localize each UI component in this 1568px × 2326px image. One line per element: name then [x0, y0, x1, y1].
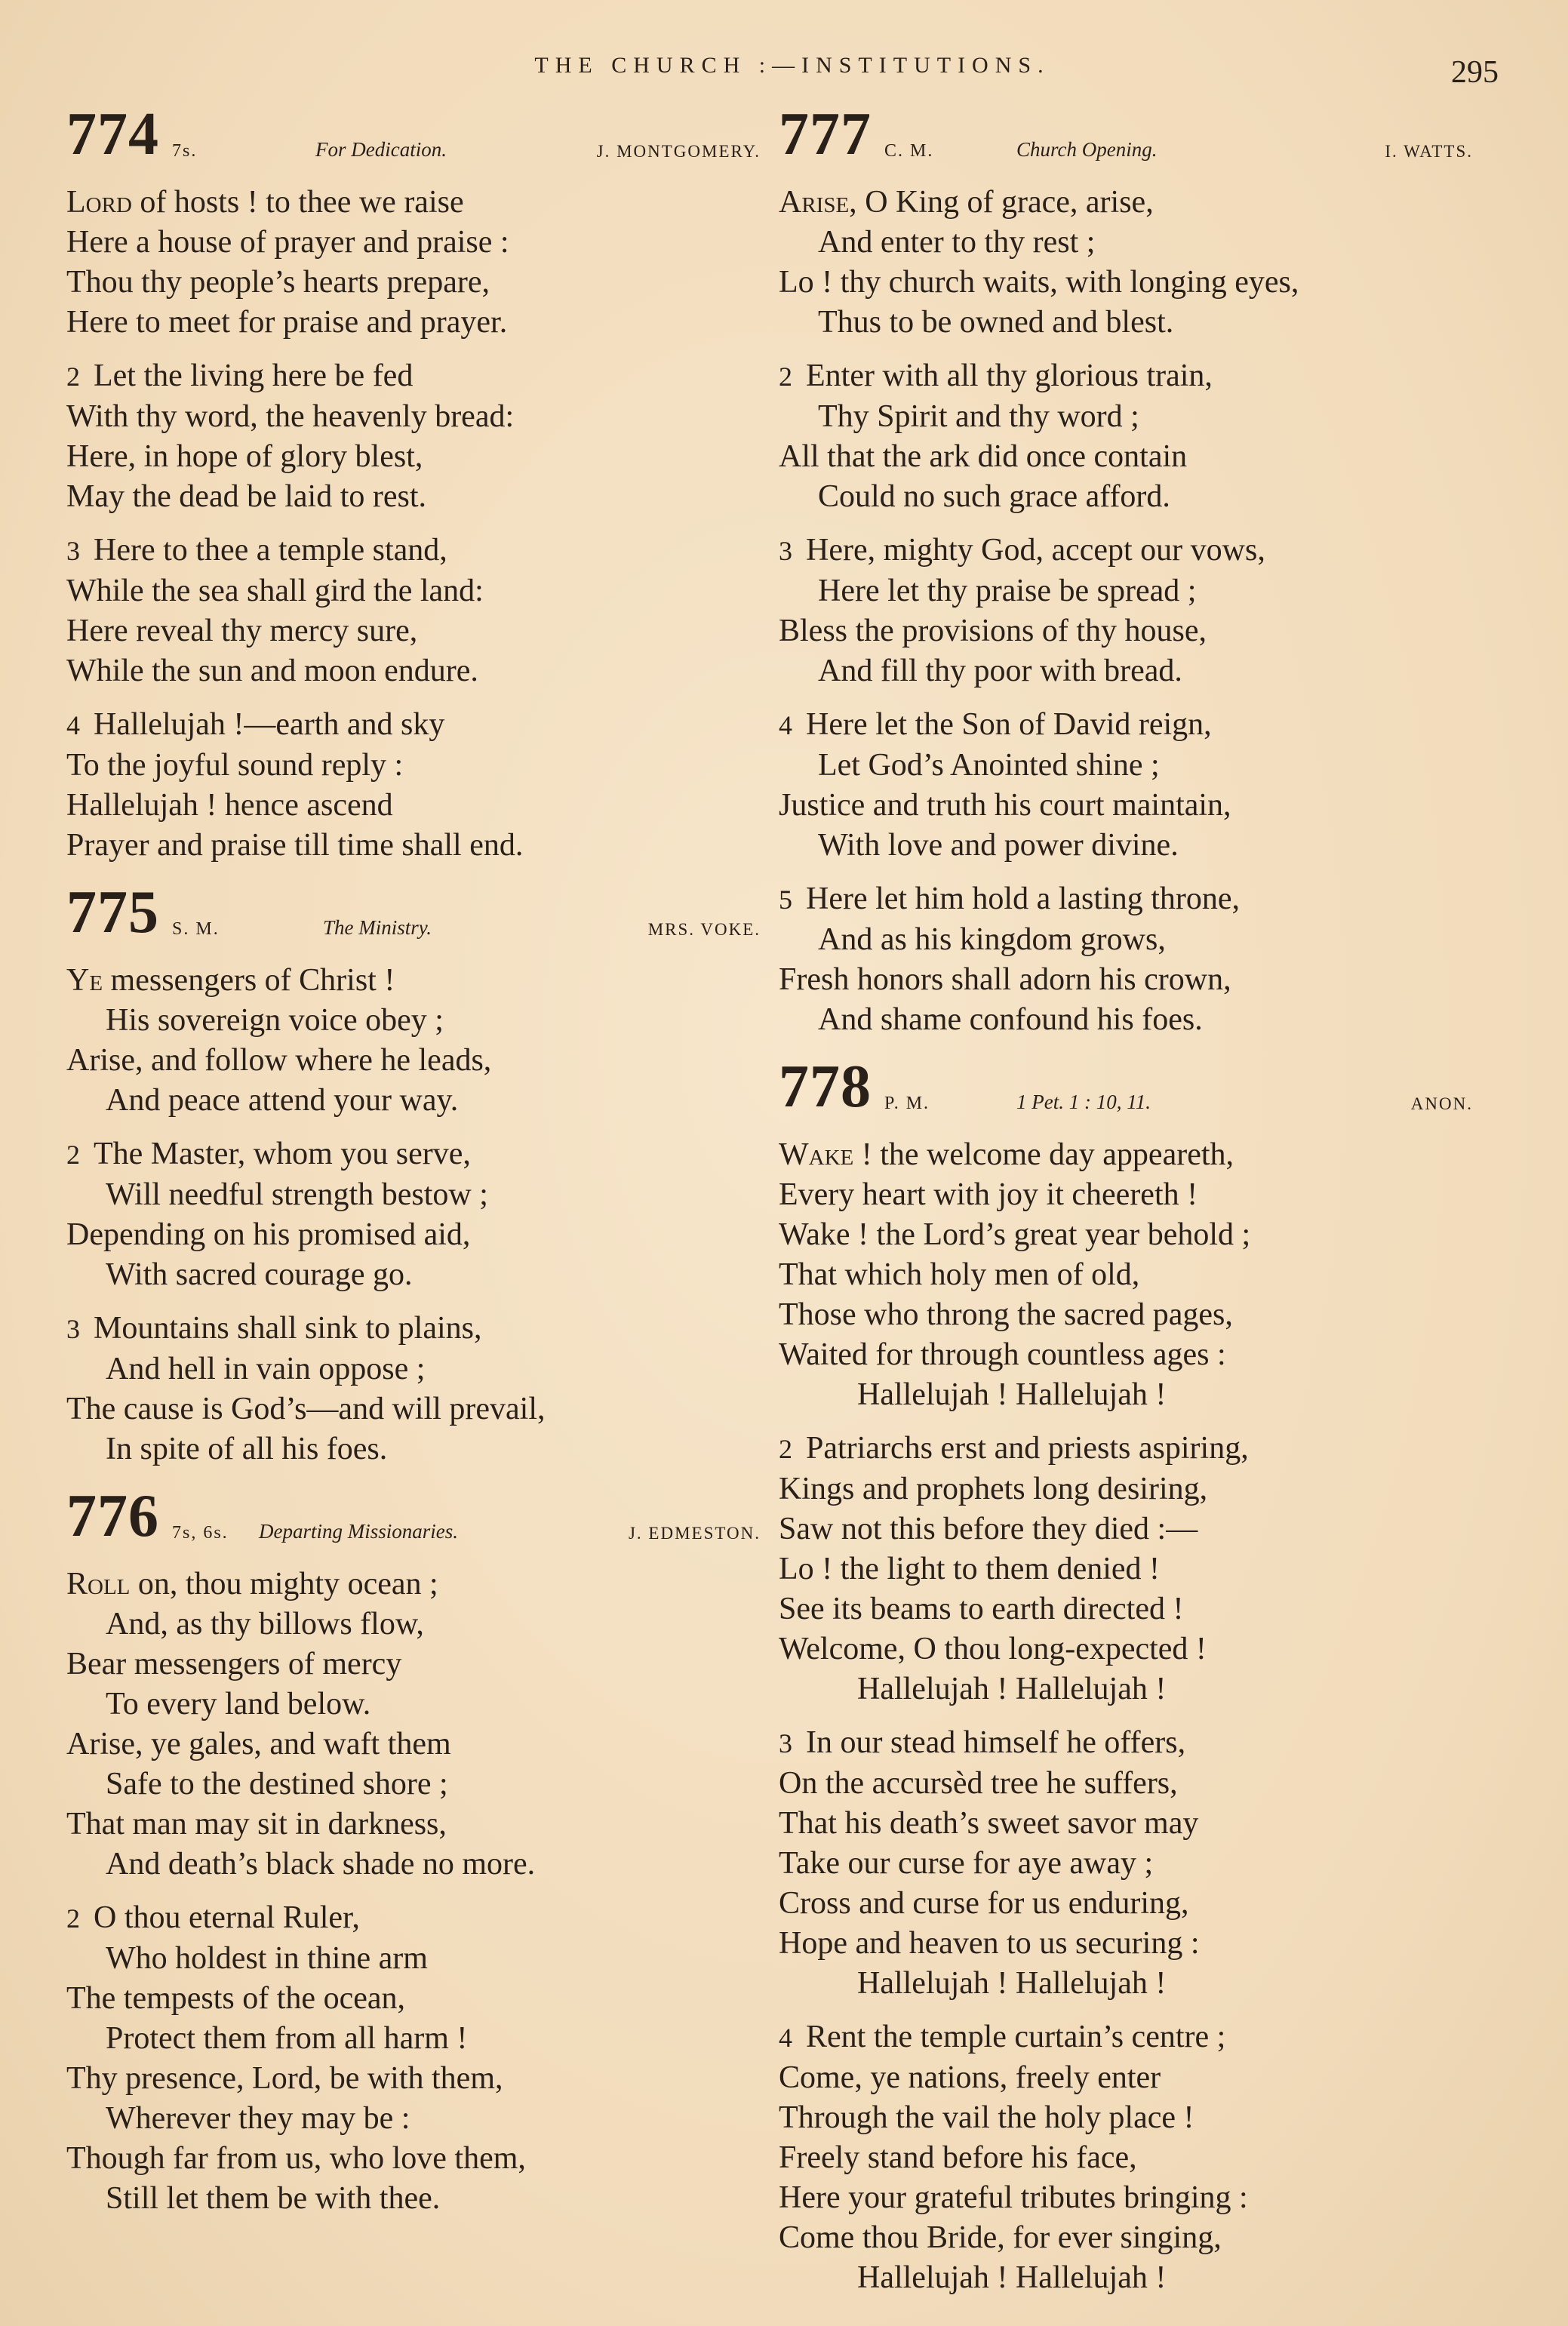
verse-line: [779, 531, 1473, 571]
line-text: O thou eternal Ruler,: [94, 1900, 360, 1935]
verse-line: [779, 1669, 1473, 1709]
line-text: Fresh honors shall adorn his crown,: [779, 962, 1231, 997]
verse-line: [779, 1844, 1473, 1884]
stanza: [779, 1429, 1473, 1709]
line-text: Hope and heaven to us securing :: [779, 1926, 1200, 1961]
verse-line: [779, 1723, 1473, 1764]
line-text: To every land below.: [106, 1687, 371, 1721]
verse-line: [66, 1041, 761, 1081]
verse-line: [779, 879, 1473, 920]
verse-line: [66, 1804, 761, 1844]
line-text: All that the ark did once contain: [779, 439, 1188, 474]
line-text: Rent the temple curtain’s centre ;: [806, 2020, 1226, 2054]
verse-line: [779, 1469, 1473, 1509]
line-text: Thou thy people’s hearts prepare,: [66, 265, 490, 300]
verse-line: [779, 1429, 1473, 1469]
stanza: [779, 879, 1473, 1040]
line-text: And, as thy billows flow,: [106, 1607, 424, 1641]
verse-line: [779, 651, 1473, 691]
line-text: See its beams to earth directed !: [779, 1592, 1184, 1626]
verse-line: [66, 2019, 761, 2059]
verse-line: [779, 1964, 1473, 2004]
verse-line: [66, 826, 761, 866]
line-text: Arise, ye gales, and waft them: [66, 1727, 451, 1761]
line-text: Here a house of prayer and praise :: [66, 225, 509, 260]
stanza: [66, 1309, 761, 1469]
stanza: [779, 1135, 1473, 1415]
line-text: of hosts ! to thee we raise: [131, 185, 464, 220]
line-text: In spite of all his foes.: [106, 1432, 388, 1466]
line-text: Here reveal thy mercy sure,: [66, 614, 418, 648]
line-text: The Master, whom you serve,: [94, 1137, 471, 1171]
stanza-number: 2: [779, 1434, 792, 1464]
hymn: [779, 101, 1473, 1040]
line-text: Hallelujah ! Hallelujah !: [857, 1672, 1167, 1706]
verse-line: [66, 263, 761, 303]
stanza: [66, 705, 761, 866]
line-text: With love and power divine.: [818, 828, 1179, 863]
stanza-number: 4: [779, 2023, 792, 2053]
line-text: Saw not this before they died :—: [779, 1512, 1198, 1546]
verse-line: [779, 1764, 1473, 1804]
hymn-occasion: For Dedication.: [315, 138, 447, 161]
line-text: Welcome, O thou long-expected !: [779, 1632, 1207, 1666]
verse-line: [779, 1924, 1473, 1964]
hymn-meter: C. M.: [884, 141, 934, 161]
verse-line: [779, 2218, 1473, 2258]
line-text: Freely stand before his face,: [779, 2140, 1137, 2175]
line-text: Hallelujah ! Hallelujah !: [857, 1377, 1167, 1412]
stanza-number: 2: [66, 1903, 80, 1934]
line-text: Come thou Bride, for ever singing,: [779, 2220, 1222, 2255]
stanza: [66, 356, 761, 517]
verse-line: [66, 611, 761, 651]
verse-line: [66, 531, 761, 571]
line-text: Here, mighty God, accept our vows,: [806, 533, 1265, 568]
line-text: On the accursèd tree he suffers,: [779, 1766, 1178, 1801]
verse-line: [779, 2258, 1473, 2298]
running-head: THE CHURCH :—INSTITUTIONS.: [534, 53, 1050, 78]
stanza-number: 4: [66, 710, 80, 740]
line-text: The tempests of the ocean,: [66, 1981, 405, 2016]
stanza-number: 2: [779, 362, 792, 392]
verse-line: [66, 1349, 761, 1389]
line-text: Cross and curse for us enduring,: [779, 1886, 1189, 1921]
line-text: Hallelujah !—earth and sky: [94, 707, 445, 742]
verse-line: [779, 263, 1473, 303]
hymn-header: [779, 1054, 1473, 1121]
hymn-occasion: The Ministry.: [323, 916, 432, 939]
verse-line: [779, 2178, 1473, 2218]
verse-line: [66, 786, 761, 826]
stanza: [66, 531, 761, 691]
line-text: Let God’s Anointed shine ;: [818, 748, 1160, 783]
hymn-header: [779, 101, 1473, 169]
stanza-number: 4: [779, 710, 792, 740]
verse-line: [779, 2138, 1473, 2178]
verse-line: [779, 397, 1473, 437]
verse-line: [779, 746, 1473, 786]
stanza: [779, 2017, 1473, 2298]
line-text: Waited for through countless ages :: [779, 1337, 1226, 1372]
verse-line: [779, 1175, 1473, 1215]
line-text: Thus to be owned and blest.: [818, 305, 1174, 340]
line-text: And death’s black shade no more.: [106, 1847, 536, 1881]
line-text: Will needful strength bestow ;: [106, 1177, 488, 1212]
verse-line: [66, 1134, 761, 1175]
line-text: With sacred courage go.: [106, 1257, 413, 1292]
page-number: 295: [1451, 55, 1499, 90]
verse-line: [779, 477, 1473, 517]
verse-line: [779, 1804, 1473, 1844]
verse-line: [779, 303, 1473, 343]
verse-line: [66, 1898, 761, 1939]
verse-line: [779, 1295, 1473, 1335]
verse-line: [66, 1645, 761, 1685]
verse-line: [66, 746, 761, 786]
verse-line: [779, 183, 1473, 223]
verse-line: [779, 2017, 1473, 2058]
line-text: Still let them be with thee.: [106, 2181, 441, 2216]
line-text: Who holdest in thine arm: [106, 1941, 428, 1976]
verse-line: [66, 356, 761, 397]
line-text: Come, ye nations, freely enter: [779, 2060, 1161, 2095]
line-text: Hallelujah ! Hallelujah !: [857, 1966, 1167, 2001]
verse-line: [66, 1764, 761, 1804]
line-text: Arise, and follow where he leads,: [66, 1043, 492, 1078]
line-text: on, thou mighty ocean ;: [130, 1567, 438, 1601]
verse-line: [779, 1509, 1473, 1549]
hymn: [66, 1483, 761, 2219]
right-column: [779, 101, 1473, 2324]
verse-line: [66, 1605, 761, 1645]
line-text: Wherever they may be :: [106, 2101, 410, 2136]
line-text: Patriarchs erst and priests aspiring,: [806, 1431, 1249, 1466]
verse-line: [779, 1589, 1473, 1629]
hymn-number: 778: [779, 1054, 872, 1120]
line-text: And fill thy poor with bread.: [818, 654, 1182, 688]
verse-line: [779, 705, 1473, 746]
line-text: While the sun and moon endure.: [66, 654, 478, 688]
line-text: With thy word, the heavenly bread:: [66, 399, 515, 434]
line-text: And peace attend your way.: [106, 1083, 459, 1118]
line-text: Here let the Son of David reign,: [806, 707, 1212, 742]
verse-line: [779, 1629, 1473, 1669]
line-text: Through the vail the holy place !: [779, 2100, 1194, 2135]
stanza: [779, 1723, 1473, 2004]
line-text: Lo ! thy church waits, with longing eyes,: [779, 265, 1299, 300]
verse-line: [66, 1565, 761, 1605]
verse-line: [779, 1135, 1473, 1175]
verse-line: [66, 705, 761, 746]
line-text: Here let thy praise be spread ;: [818, 574, 1197, 608]
verse-line: [66, 1081, 761, 1121]
hymn-number: 774: [66, 101, 159, 168]
stanza-number: 2: [66, 362, 80, 392]
hymn: [779, 1054, 1473, 2298]
verse-line: [779, 920, 1473, 960]
hymn-author: MRS. VOKE.: [647, 920, 761, 939]
verse-line: [779, 1335, 1473, 1375]
line-text: Here let him hold a lasting throne,: [806, 881, 1241, 916]
stanza-number: 3: [779, 536, 792, 566]
line-text: Thy Spirit and thy word ;: [818, 399, 1139, 434]
hymn-occasion: 1 Pet. 1 : 10, 11.: [1016, 1091, 1151, 1113]
stanza: [66, 1898, 761, 2219]
verse-line: [66, 477, 761, 517]
verse-line: [779, 571, 1473, 611]
verse-line: [66, 571, 761, 611]
left-column: [66, 101, 761, 2244]
stanza-number: 3: [779, 1728, 792, 1758]
line-text: Bear messengers of mercy: [66, 1647, 402, 1681]
hymn-occasion: Church Opening.: [1016, 138, 1158, 161]
line-text: Bless the provisions of thy house,: [779, 614, 1207, 648]
hymn: [66, 879, 761, 1469]
stanza-number: 3: [66, 536, 80, 566]
hymn-meter: P. M.: [884, 1094, 930, 1113]
hymn-number: 777: [779, 101, 872, 168]
verse-line: [66, 1389, 761, 1429]
line-text: His sovereign voice obey ;: [106, 1003, 444, 1038]
lead-word: Arise,: [779, 185, 857, 220]
line-text: May the dead be laid to rest.: [66, 479, 427, 514]
line-text: messengers of Christ !: [103, 963, 395, 998]
verse-line: [779, 826, 1473, 866]
stanza-number: 5: [779, 885, 792, 915]
verse-line: [66, 397, 761, 437]
verse-line: [779, 1549, 1473, 1589]
verse-line: [66, 2099, 761, 2139]
hymn-header: [66, 1483, 761, 1551]
line-text: Wake ! the Lord’s great year behold ;: [779, 1217, 1251, 1252]
hymn-header: [66, 101, 761, 169]
hymn-author: ANON.: [1410, 1094, 1473, 1113]
line-text: Lo ! the light to them denied !: [779, 1552, 1161, 1586]
line-text: Every heart with joy it cheereth !: [779, 1177, 1198, 1212]
lead-word: Wake: [779, 1137, 854, 1172]
verse-line: [779, 1375, 1473, 1415]
verse-line: [66, 183, 761, 223]
line-text: In our stead himself he offers,: [806, 1725, 1186, 1760]
lead-word: Lord: [66, 185, 132, 220]
hymn-author: I. WATTS.: [1385, 142, 1473, 161]
verse-line: [66, 223, 761, 263]
line-text: That man may sit in darkness,: [66, 1807, 447, 1841]
verse-line: [66, 437, 761, 477]
line-text: O King of grace, arise,: [856, 185, 1154, 220]
line-text: The cause is God’s—and will prevail,: [66, 1392, 546, 1426]
line-text: And shame confound his foes.: [818, 1002, 1203, 1037]
hymn-occasion: Departing Missionaries.: [259, 1520, 459, 1543]
verse-line: [779, 223, 1473, 263]
line-text: While the sea shall gird the land:: [66, 574, 484, 608]
verse-line: [66, 1844, 761, 1884]
hymn-meter: S. M.: [172, 919, 220, 939]
line-text: Enter with all thy glorious train,: [806, 358, 1213, 393]
verse-line: [779, 356, 1473, 397]
hymn-number: 775: [66, 879, 159, 946]
line-text: Here, in hope of glory blest,: [66, 439, 423, 474]
verse-line: [66, 2059, 761, 2099]
line-text: And hell in vain oppose ;: [106, 1352, 426, 1386]
verse-line: [66, 2139, 761, 2179]
hymn-author: J. EDMESTON.: [628, 1524, 761, 1543]
line-text: And as his kingdom grows,: [818, 922, 1166, 957]
stanza: [779, 705, 1473, 866]
stanza-number: 2: [66, 1140, 80, 1170]
verse-line: [66, 1215, 761, 1255]
verse-line: [66, 1685, 761, 1725]
hymn: [66, 101, 761, 866]
verse-line: [779, 1000, 1473, 1040]
line-text: Thy presence, Lord, be with them,: [66, 2061, 503, 2096]
line-text: That which holy men of old,: [779, 1257, 1140, 1292]
stanza: [66, 961, 761, 1121]
line-text: Protect them from all harm !: [106, 2021, 468, 2056]
stanza-number: 3: [66, 1314, 80, 1344]
verse-line: [779, 960, 1473, 1000]
verse-line: [66, 1309, 761, 1349]
verse-line: [66, 1979, 761, 2019]
hymn-meter: 7s, 6s.: [172, 1523, 229, 1543]
line-text: Let the living here be fed: [94, 358, 414, 393]
stanza: [779, 531, 1473, 691]
line-text: Safe to the destined shore ;: [106, 1767, 448, 1801]
verse-line: [779, 437, 1473, 477]
line-text: And enter to thy rest ;: [818, 225, 1096, 260]
hymn-author: J. MONTGOMERY.: [596, 142, 761, 161]
line-text: Mountains shall sink to plains,: [94, 1311, 482, 1346]
line-text: Could no such grace afford.: [818, 479, 1170, 514]
line-text: Kings and prophets long desiring,: [779, 1472, 1208, 1506]
line-text: Prayer and praise till time shall end.: [66, 828, 524, 863]
line-text: Hallelujah ! Hallelujah !: [857, 2260, 1167, 2295]
verse-line: [66, 1001, 761, 1041]
verse-line: [66, 1939, 761, 1979]
verse-line: [779, 1884, 1473, 1924]
line-text: ! the welcome day appeareth,: [853, 1137, 1234, 1172]
verse-line: [66, 1429, 761, 1469]
line-text: Depending on his promised aid,: [66, 1217, 471, 1252]
stanza: [779, 183, 1473, 343]
verse-line: [66, 1175, 761, 1215]
line-text: Justice and truth his court maintain,: [779, 788, 1231, 823]
line-text: Here your grateful tributes bringing :: [779, 2180, 1248, 2215]
verse-line: [66, 651, 761, 691]
hymn-meter: 7s.: [172, 141, 198, 161]
lead-word: Roll: [66, 1567, 131, 1601]
verse-line: [66, 1255, 761, 1295]
line-text: That his death’s sweet savor may: [779, 1806, 1199, 1841]
stanza: [66, 1134, 761, 1295]
line-text: Here to thee a temple stand,: [94, 533, 447, 568]
stanza: [66, 1565, 761, 1884]
stanza: [66, 183, 761, 343]
line-text: Take our curse for aye away ;: [779, 1846, 1154, 1881]
line-text: Hallelujah ! hence ascend: [66, 788, 393, 823]
hymn-number: 776: [66, 1483, 159, 1549]
verse-line: [66, 1725, 761, 1764]
verse-line: [66, 2179, 761, 2219]
line-text: To the joyful sound reply :: [66, 748, 404, 783]
lead-word: Ye: [66, 963, 103, 998]
line-text: Here to meet for praise and prayer.: [66, 305, 508, 340]
verse-line: [779, 1215, 1473, 1255]
verse-line: [779, 2098, 1473, 2138]
verse-line: [779, 2058, 1473, 2098]
line-text: Though far from us, who love them,: [66, 2141, 526, 2176]
verse-line: [779, 1255, 1473, 1295]
verse-line: [66, 961, 761, 1001]
hymn-header: [66, 879, 761, 947]
verse-line: [779, 786, 1473, 826]
verse-line: [66, 303, 761, 343]
stanza: [779, 356, 1473, 517]
line-text: Those who throng the sacred pages,: [779, 1297, 1233, 1332]
verse-line: [779, 611, 1473, 651]
